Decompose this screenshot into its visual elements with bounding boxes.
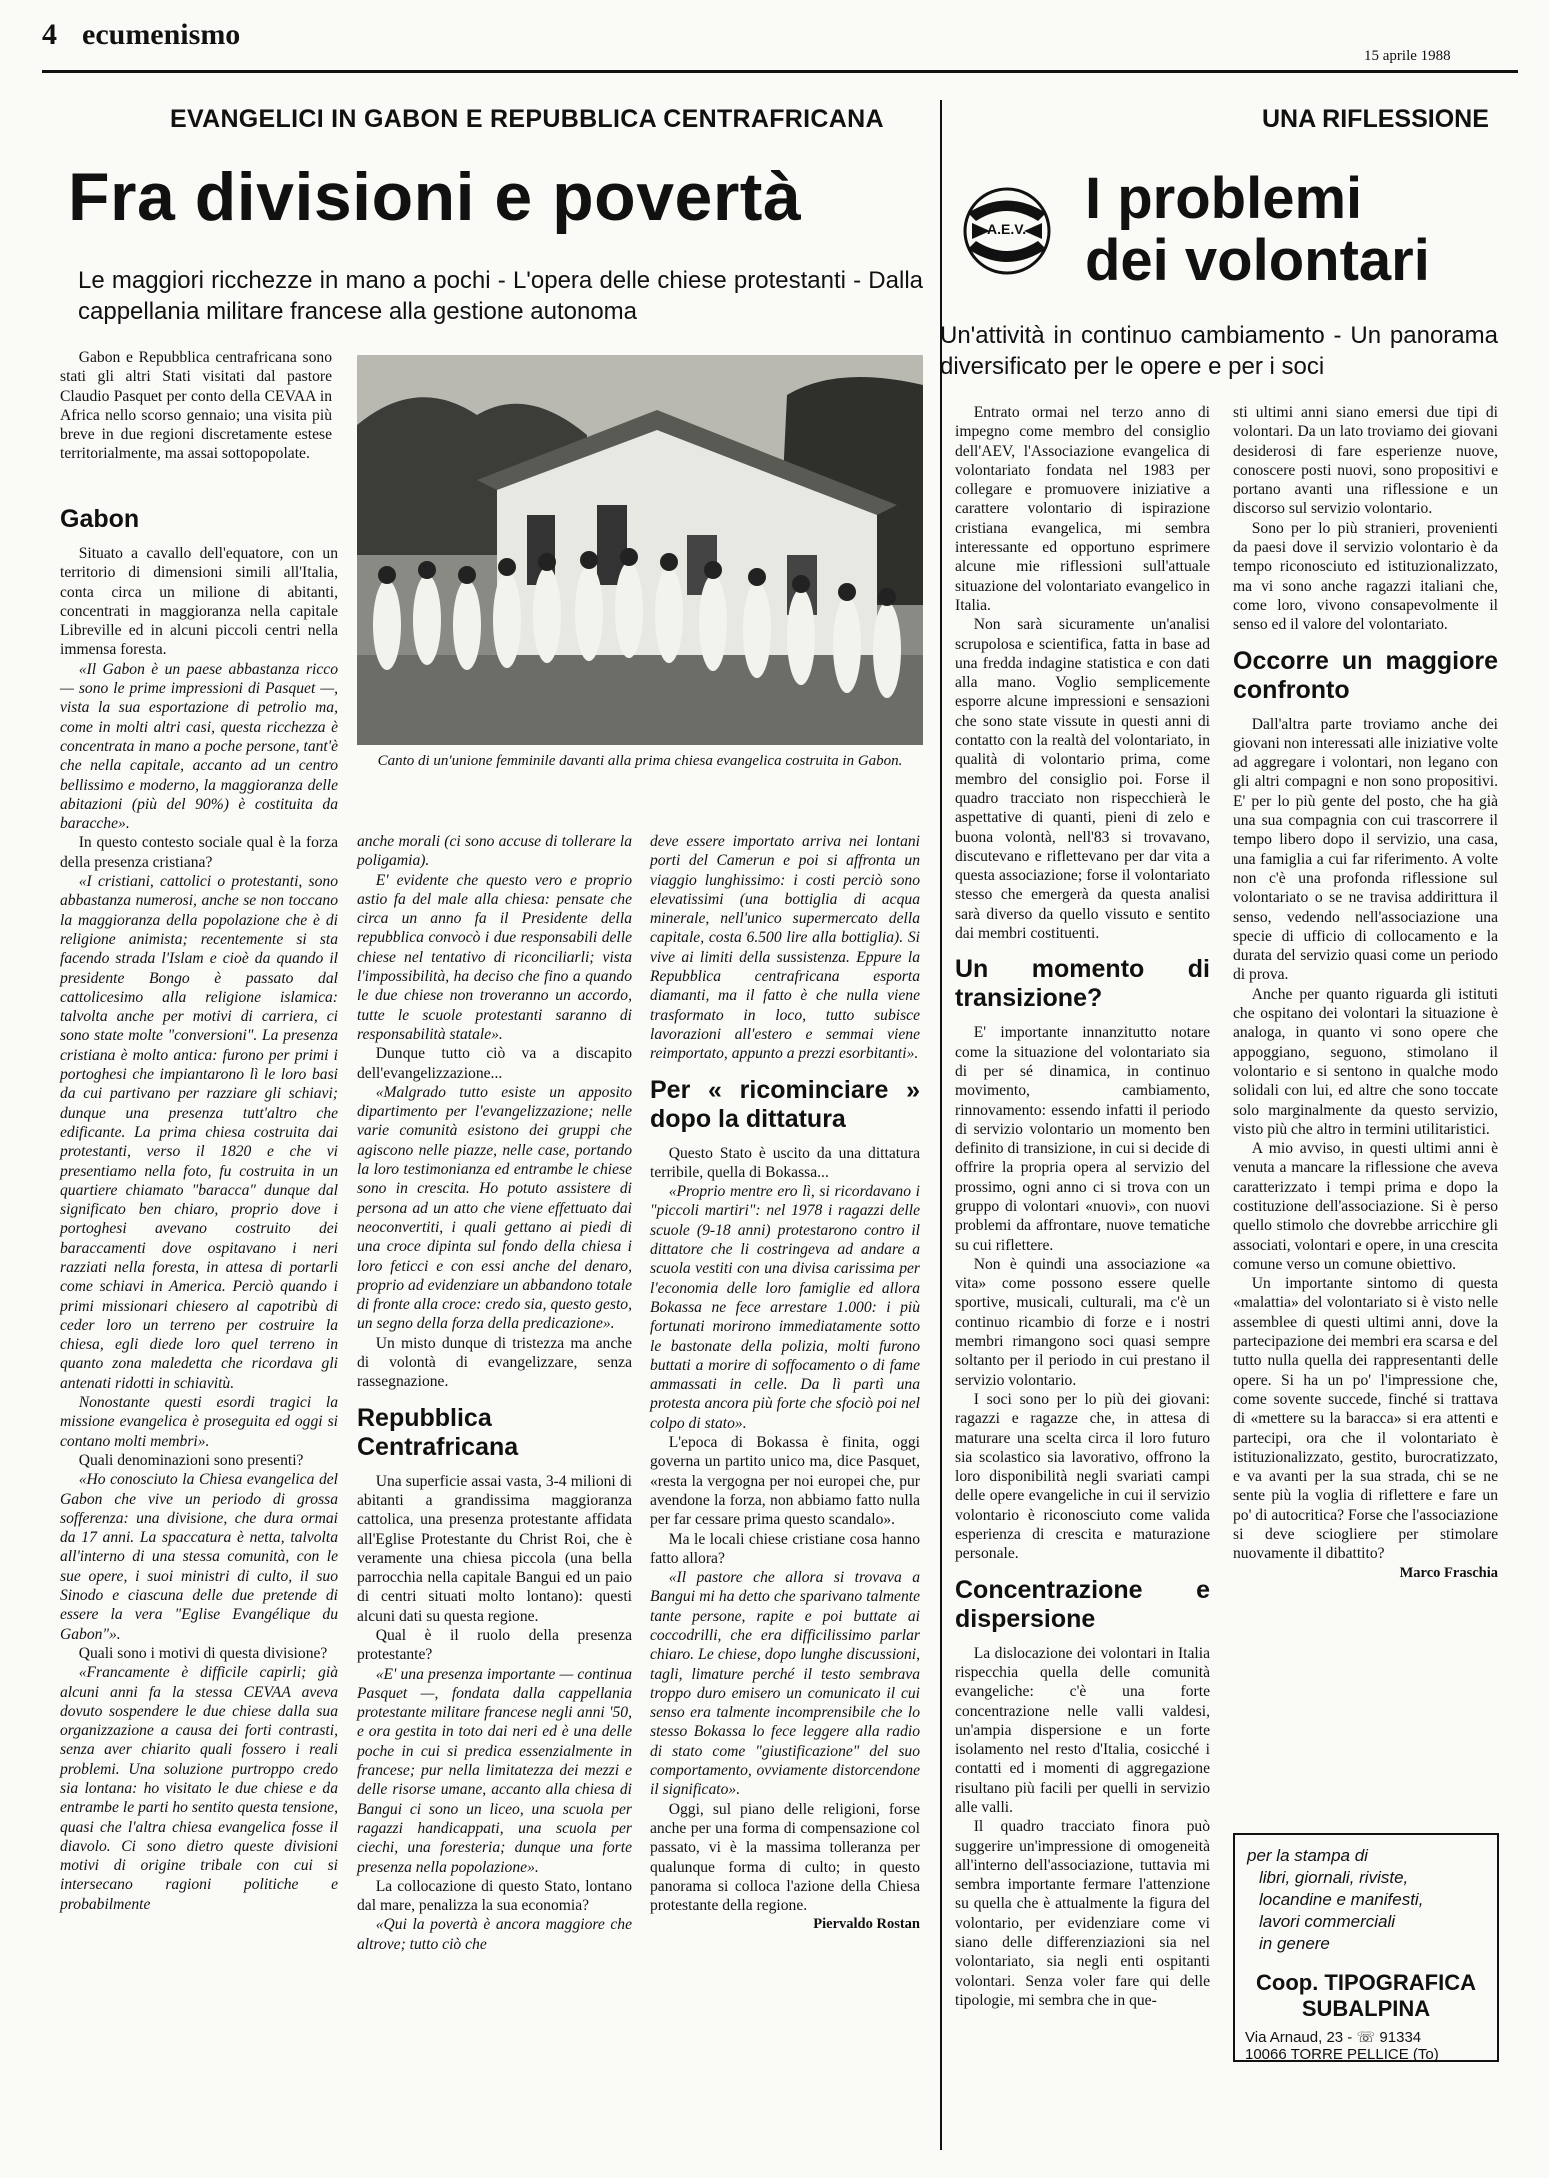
article-divider <box>940 100 942 2150</box>
church-photo-illustration <box>357 355 923 745</box>
author-signature: Marco Fraschia <box>1399 1564 1498 1581</box>
header-rule <box>42 70 1518 73</box>
paragraph: «Il Gabon è un paese abbastanza ricco — sono le prime impressioni di Pasquet —, vista la sua esportazione di petrolio ma, come in molti altri casi, questa ricchezza è concentrata in mano a poche persone, tant'è che nella capitale, accanto ad un centro bellissimo e moderno, la maggioranza delle abitazioni (più del 90%) è costituita da baracche». <box>60 660 338 833</box>
left-col-2 <box>357 832 632 1954</box>
paragraph: «Francamente è difficile capirli; già alcuni anni fa la stessa CEVAA aveva dovuto sospendere le due chiese dalla sua organizzazione a causa dei forti contrasti, senza aver chiarito quali fossero i reali problemi. Una soluzione purtroppo credo sia lontana: ho visitato le due chiese e da entrambe le parti ho sentito questa tensione, quasi che l'altra chiesa evangelica fosse il diavolo. Ci sono dietro queste divisioni motivi di origine tribale con cui si intersecano ragioni politiche e probabilmente <box>60 1664 338 1913</box>
paragraph: «Ho conosciuto la Chiesa evangelica del Gabon che vive un periodo di grossa sofferenza: una divisione, che dura ormai da 17 anni. La spaccatura è netta, talvolta all'interno di una stessa comunità, con le sue opere, i suoi ministri di culto, il suo Sinodo e ciascuna delle due pretende di essere la vera "Eglise Evangélique du Gabon"». <box>60 1471 338 1643</box>
heading-centrafricana: Repubblica Centrafricana <box>357 1403 519 1461</box>
ad-line: in genere <box>1259 1934 1330 1953</box>
ad-line: per la stampa di <box>1247 1846 1368 1865</box>
ad-city: 10066 TORRE PELLICE (To) <box>1245 2046 1439 2063</box>
right-headline-2: dei volontari <box>1085 228 1430 293</box>
paragraph: La dislocazione dei volontari in Italia rispecchia quella delle comunità evangeliche: c'è una forte concentrazione nelle valli valdesi, un'ampia dispersione e un forte isolamento nel resto d'Italia, cosicché i contatti ed i momenti di aggregazione risultano più facili per quelli in servizio alle valli. <box>955 1644 1210 1816</box>
heading-concentrazione: Concentrazione e dispersione <box>955 1575 1210 1633</box>
paragraph: «E' una presenza importante — continua Pasquet —, fondata dalla cappellania protestante militare francese negli anni '50, e ora gestita in toto dai neri ed è una delle poche in cui si predica essenzialmente in francese; pur nella limitatezza dei mezzi e delle risorse umane, accanto alla chiesa di Bangui ci sono un liceo, una scuola per ragazzi handicappati, una scuola per ciechi, una foresteria; dunque una forte presenza nella popolazione». <box>357 1665 632 1876</box>
paragraph: «Proprio mentre ero lì, si ricordavano i "piccoli martiri": nel 1978 i ragazzi delle scuole (9-18 anni) protestarono contro il dittatore che li costringeva ad andare a scuola vestiti con una divisa carissima per l'economia delle loro famiglie ed allora Bokassa ne fece arrestare 1.000: i più fortunati morirono immediatamente sotto le bastonate della polizia, molti furono buttati a morire di soffocamento o di fame ammassati in celle. Da lì partì una protesta ancora più forte che sfociò poi nel colpo di stato». <box>650 1183 920 1432</box>
paragraph: sti ultimi anni siano emersi due tipi di volontari. Da un lato troviamo dei giovani desiderosi di fare esperienze nuove, conoscere posti nuovi, sono propositivi e portano avanti una riflessione e un discorso sul servizio volontario. <box>1233 404 1498 518</box>
paragraph: Dunque tutto ciò va a discapito dell'evangelizzazione... <box>357 1045 632 1082</box>
left-headline: Fra divisioni e povertà <box>68 159 802 235</box>
right-col-1 <box>955 403 1210 2010</box>
paragraph: anche morali (ci sono accuse di tollerare la poligamia). <box>357 833 632 870</box>
paragraph: E' importante innanzitutto notare come la situazione del volontariato sia di per sé dinamica, in continuo movimento, cambiamento, rinnovamento: essendo infatti il periodo di servizio volontario un momento ben definito di transizione, in cui si decide di offrire la propria opera al servizio del prossimo, ogni anno ci si trova con un gruppo di volontari «nuovi», con nuovi problemi da affrontare, nuove tematiche su cui riflettere. <box>955 1024 1210 1254</box>
ad-line: locandine e manifesti, <box>1259 1890 1424 1909</box>
right-headline-1: I problemi <box>1085 166 1363 231</box>
paragraph: Anche per quanto riguarda gli istituti che ospitano dei volontari la situazione è analoga, in quanto vi sono opere che appoggiano, seguono, stimolano il volontario e si sentono in qualche modo solidali con lui, ed altre che sono toccate solo marginalmente da questo servizio, visto più che altro in termini utilitaristici. <box>1233 985 1498 1138</box>
right-deck: Un'attività in continuo cambiamento - Un panorama diversificato per le opere e per i soci <box>940 322 1498 380</box>
heading-transizione: Un momento di transizione? <box>955 955 1210 1013</box>
ad-line: lavori commerciali <box>1259 1912 1396 1931</box>
aev-logo-text: A.E.V. <box>987 221 1027 237</box>
ad-company-2: SUBALPINA <box>1301 1996 1431 2021</box>
paragraph: Questo Stato è uscito da una dittatura terribile, quella di Bokassa... <box>650 1144 920 1181</box>
paragraph: Sono per lo più stranieri, provenienti da paesi dove il servizio volontario è da tempo riconosciuto ed istituzionalizzato, ma vi sono anche ragazzi italiani che, come loro, vivono consapevolmente il senso ed il valore del volontariato. <box>1233 519 1498 634</box>
paragraph: Situato a cavallo dell'equatore, con un territorio di dimensioni simili all'Italia, conta circa un milione di abitanti, concentrati in maggioranza nella capitale Libreville ed in alcuni piccoli centri nella immensa foresta. <box>60 545 338 659</box>
left-kicker: EVANGELICI IN GABON E REPUBBLICA CENTRAFRICANA <box>170 105 884 133</box>
aev-logo <box>950 183 1065 278</box>
paragraph: Non è quindi una associazione «a vita» come possono essere quelle sportive, musicali, culturali, ma c'è un continuo ricambio di forze e i nostri membri rimangono soci quasi sempre soltanto per il periodo in cui prestano il servizio volontario. <box>955 1255 1210 1389</box>
paragraph: deve essere importato arriva nei lontani porti del Camerun e poi si affronta un viaggio lunghissimo: i costi perciò sono elevatissimi (una bottiglia di acqua minerale, nell'unico supermercato della capitale, costa 6.500 lire alla bottiglia). Si vive ai limiti della sussistenza. Eppure la Repubblica centrafricana esporta diamanti, ma il fatto è che nulla viene trasformato in loco, tutto subisce lavorazioni all'estero e semmai viene reimportato, appunto a prezzi esorbitanti». <box>650 833 920 1063</box>
telephone-icon: ☏ <box>1356 2029 1376 2046</box>
paragraph: I soci sono per lo più dei giovani: ragazzi e ragazze che, in attesa di maturare una scelta circa il loro futuro sia scolastico sia lavorativo, offrono la loro disponibilità negli svariati campi delle opere evangeliche in cui il servizio volontario è riconosciuto come valida esperienza di crescita e maturazione personale. <box>955 1390 1210 1563</box>
heading-gabon: Gabon <box>60 505 140 533</box>
intro-paragraph: Gabon e Repubblica centrafricana sono stati gli altri Stati visitati dal pastore Claudio Pasquet per conto della CEVAA in Africa nello scorso gennaio; una visita più breve in due regioni discretamente estese territorialmente, ma assai sottopopolate. <box>60 349 332 463</box>
right-kicker: UNA RIFLESSIONE <box>1262 105 1489 133</box>
paragraph: Dall'altra parte troviamo anche dei giovani non interessati alle iniziative volte ad aggregare i volontari, non legano con gli altri compagni e non sono propositivi. E' per lo più gente del posto, che ha già una sua compagnia con cui trascorrere il tempo libero dopo il servizio, una casa, una famiglia a cui far riferimento. A volte non c'è una profonda riflessione sul volontariato o se ne travisa addirittura il senso, vedendo nell'associazione una specie di ufficio di collocamento e la durata del servizio quasi come un periodo di prova. <box>1233 715 1498 984</box>
page-number: 4 <box>42 18 57 51</box>
paragraph: «Il pastore che allora si trovava a Bangui mi ha detto che sparivano talmente tante persone, rapite e poi buttate ai coccodrilli, che era difficilissimo parlar chiaro. Le chiese, dopo lunghe discussioni, tagli, limature perché il testo sembrava troppo duro emisero un comunicato il cui senso era talmente incomprensibile che lo stesso Bokassa lo fece leggere alla radio di stato come "giustificazione" del suo comportamento, ovviamente distorcendone il significato». <box>650 1569 920 1799</box>
paragraph: A mio avviso, in questi ultimi anni è venuta a mancare la riflessione che aveva caratterizzato i tempi prima e dopo la costituzione dell'associazione. Si è perso quello stimolo che dovrebbe arricchire gli associati, volontari e opere, in una crescita comune verso un comune obiettivo. <box>1233 1140 1498 1273</box>
left-col-3 <box>650 832 920 1935</box>
heading-confronto: Occorre un maggiore confronto <box>1233 646 1498 704</box>
ad-line: libri, giornali, riviste, <box>1259 1868 1409 1887</box>
ad-phone: 91334 <box>1379 2029 1422 2046</box>
paragraph: Nonostante questi esordi tragici la missione evangelica è proseguita ed oggi si contano molti membri». <box>60 1394 338 1450</box>
left-col-1 <box>60 493 338 1914</box>
paragraph: Quali denominazioni sono presenti? <box>78 1451 304 1469</box>
paragraph: Una superficie assai vasta, 3-4 milioni di abitanti a grandissima maggioranza cattolica, una presenza protestante affidata all'Eglise Protestante du Christ Roi, che è veramente una chiesa piccola (una bella parrocchia nella capitale Bangui ed un paio di centri situati molto lontano): questi alcuni dati su questa regione. <box>357 1472 632 1625</box>
paragraph: Entrato ormai nel terzo anno di impegno come membro del consiglio dell'AEV, l'Associazione evangelica di volontariato fondata nel 1983 per collegare e promuovere iniziative a carattere volontario di ispirazione cristiana evangelica, mi sembra interessante ed opportuno esprimere alcune mie riflessioni sull'attuale situazione del volontariato evangelico in Italia. <box>955 404 1210 614</box>
ad-company-1: Coop. TIPOGRAFICA <box>1256 1970 1476 1995</box>
author-signature: Piervaldo Rostan <box>813 1916 920 1933</box>
paragraph: In questo contesto sociale qual è la forza della presenza cristiana? <box>60 834 338 871</box>
ad-address-row <box>1245 2028 1421 2046</box>
paragraph: La collocazione di questo Stato, lontano dal mare, penalizza la sua economia? <box>357 1877 632 1915</box>
ad-tagline <box>1247 1845 1487 1955</box>
paragraph: Qual è il ruolo della presenza protestante? <box>357 1626 632 1664</box>
paragraph: Non sarà sicuramente un'analisi scrupolosa e scientifica, fatta in base ad una fredda indagine statistica e con dati alla mano. Voglio semplicemente esporre alcune impressioni e sensazioni che sono state vissute in questi anni di contatto con la realtà del volontariato, in qualità di volontario prima, come membro del consiglio poi. Forse il quadro tracciato non rispecchierà le aspettative di quanti, pieni di zelo e buona volontà, nell'83 si trovavano, discutevano e riflettevano per dar vita a questa associazione; forse il volontariato stesso che emergerà da questa analisi sarà diverso da quello vissuto e sentito dai membri costituenti. <box>955 616 1210 943</box>
issue-date: 15 aprile 1988 <box>1364 48 1451 64</box>
paragraph: Un importante sintomo di questa «malattia» del volontariato si è visto nelle assemblee di questi ultimi anni, dove la partecipazione dei membri era scarsa e del tutto nulla quella dei rappresentanti delle opere. Si ha un po' l'impressione che, come sovente succede, finché si trattava di «mettere su la baracca» si era attenti e partecipi, ora che il volontariato è istituzionalizzato, gestito, burocratizzato, e va avanti per la sua strada, chi se ne sente più la voglia di riflettere e fare un po' di autocritica? Forse che l'associazione si deve sciogliere per stimolare nuovamente il dibattito? <box>1233 1275 1498 1563</box>
photo-caption: Canto di un'unione femminile davanti alla prima chiesa evangelica costruita in Gabon. <box>377 753 903 769</box>
paragraph: Ma le locali chiese cristiane cosa hanno fatto allora? <box>650 1530 920 1567</box>
ad-address: Via Arnaud, 23 - <box>1245 2029 1353 2046</box>
paragraph: E' evidente che questo vero e proprio astio fa del male alla chiesa: pensate che circa un anno fa il Presidente della repubblica convocò i due responsabili delle chiese nel tentativo di riconciliarli; vista l'impossibilità, ha deciso che fino a quando le due chiese non troveranno un accordo, tutte le scuole protestanti saranno di responsabilità statale». <box>357 871 632 1043</box>
section-name: ecumenismo <box>82 18 241 51</box>
left-deck: Le maggiori ricchezze in mano a pochi - L'opera delle chiese protestanti - Dalla cappellania militare francese alla gestione autonoma <box>78 267 923 325</box>
paragraph: «Qui la povertà è ancora maggiore che altrove; tutto ciò che <box>357 1916 632 1953</box>
church-photo <box>357 355 923 745</box>
paragraph: Quali sono i motivi di questa divisione? <box>78 1644 328 1662</box>
heading-ricominciare: Per « ricominciare » dopo la dittatura <box>650 1075 920 1133</box>
paragraph: Il quadro tracciato finora può suggerire un'impressione di omogeneità all'interno dell'associazione, tuttavia mi sembra importante fermare l'attenzione su quella che è attualmente la figura del volontario, per evidenziare come vi siano delle differenziazioni sia nel volontariato, sia negli enti ospitanti volontari. Senza voler fare qui delle tipologie, mi sembra che in que- <box>955 1818 1210 2009</box>
paragraph: «Malgrado tutto esiste un apposito dipartimento per l'evangelizzazione; nelle varie comunità esistono dei gruppi che agiscono nelle piazze, nelle case, portando la loro testimonianza ed entrambe le chiese sono in crescita. Ho potuto assistere di persona ad un atto che viene effettuato dai neoconvertiti, i quali gettano ai piedi di una croce dipinta sul fondo della chiesa i loro feticci e con essi anche del denaro, proprio ad evidenziare un abbandono totale di fronte alla croce: credo sia, questo gesto, un segno della forza della predicazione». <box>357 1083 632 1333</box>
paragraph: «I cristiani, cattolici o protestanti, sono abbastanza numerosi, anche se non toccano la maggioranza della popolazione che è di religione animista; recentemente si sta facendo strada l'Islam e cioè da quando il presidente Bongo è passato dal cattolicesimo alla religione islamica: talvolta anche per motivi di carriera, ci sono state molte "conversioni". La presenza cristiana è molto antica: furono per primi i portoghesi che impiantarono lì le loro basi da cui partivano per razziare gli schiavi; dunque una presenza tutt'altro che edificante. La prima chiesa costruita dai protestanti, verso il 1820 e che vi presentiamo nella foto, fu costruita in un quartiere chiamato "baracca" dunque dal significato ben chiaro, proprio dove i portoghesi avevano costruito dei baraccamenti dove ospitavano i neri razziati nella foresta, in attesa di portarli come schiavi in America. Perciò quando i primi missionari chiesero al capotribù di ceder loro un terreno per costruire la chiesa, egli diede loro quel terreno in quanto zona maledetta che ricordava gli antenati ridotti in schiavitù. <box>60 873 338 1392</box>
right-col-2 <box>1233 403 1498 1583</box>
paragraph: Un misto dunque di tristezza ma anche di volontà di evangelizzare, senza rassegnazione. <box>357 1334 632 1391</box>
paragraph: Oggi, sul piano delle religioni, forse anche per una forma di compensazione col passato, vi è la massima tolleranza per qualunque forma di culto; in questo panorama si colloca l'azione della Chiesa protestante della regione. <box>650 1800 920 1915</box>
paragraph: L'epoca di Bokassa è finita, oggi governa un partito unico ma, dice Pasquet, «resta la vergogna per noi europei che, pur avendone la forza, non abbiamo fatto nulla per far cessare prima questo scandalo». <box>650 1434 920 1529</box>
left-col-1-top <box>60 348 332 464</box>
print-shop-ad <box>1233 1833 1499 2062</box>
